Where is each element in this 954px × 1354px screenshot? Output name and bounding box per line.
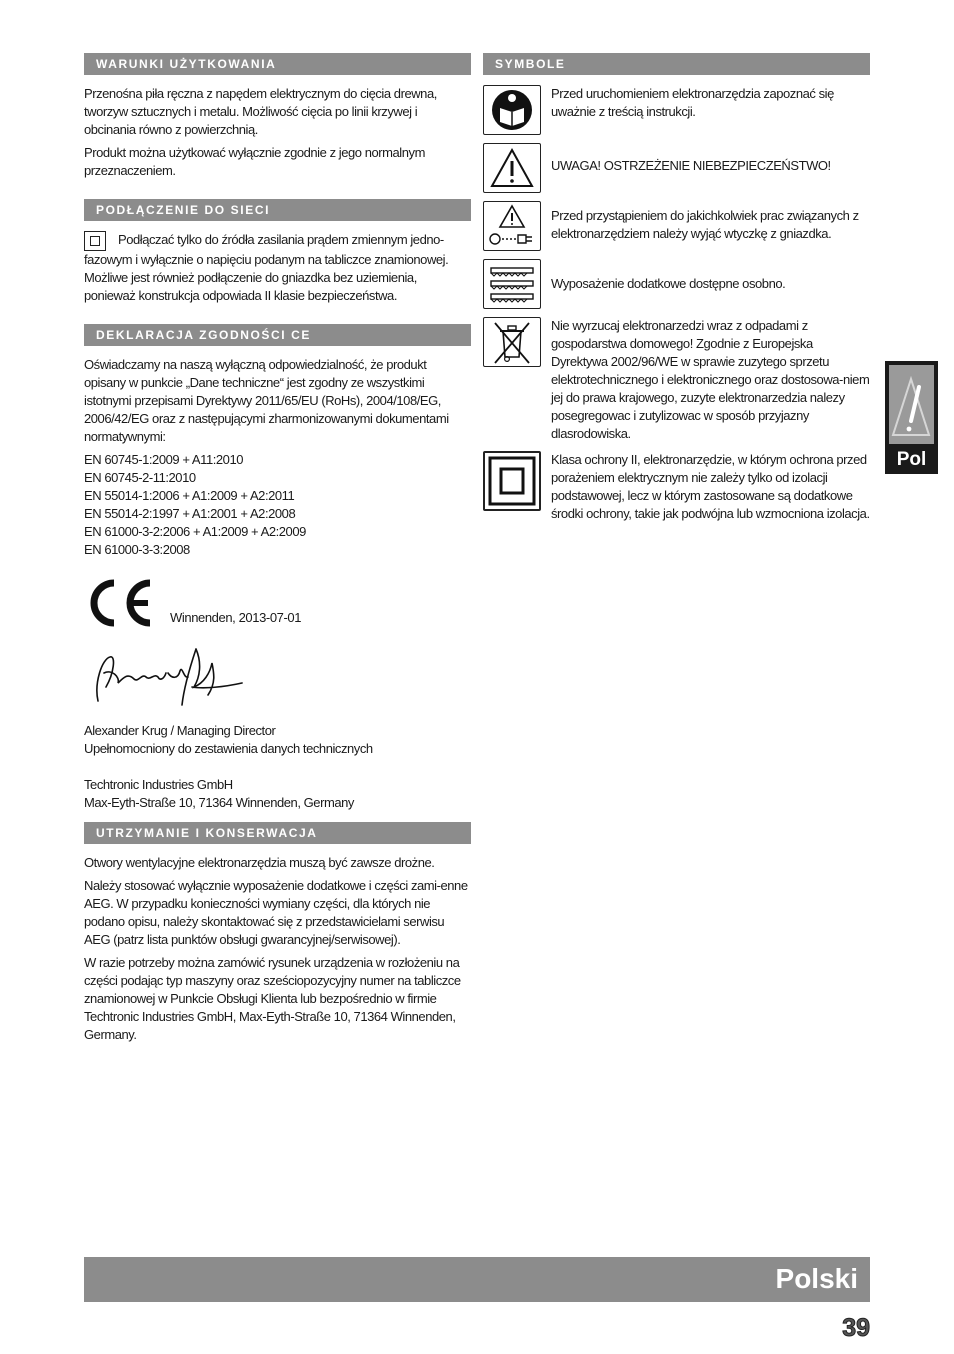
footer-language-bar: [84, 1257, 870, 1302]
standard-line: EN 60745-1:2009 + A11:2010: [84, 452, 244, 467]
signatory-name: Alexander Krug / Managing Director: [84, 723, 276, 738]
deklaracja-paragraph: Oświadczamy na naszą wyłączną odpowiedzialność, że produkt opisany w punkcie „Dane techniczne“ jest zgodny ze wszystkimi istotnymi przepisami Dyrektywy 2011/65/EU (RoHs), 2004/108/EG, 2006/42/EG oraz z następującymi zharmonizowanymi dokumentami normatywnymi:: [84, 357, 449, 444]
podlaczenie-paragraph: [84, 231, 471, 305]
section-heading-utrzymanie: UTRZYMANIE I KONSERWACJA: [84, 822, 471, 844]
ce-mark-icon: [84, 577, 156, 629]
page-number: 39: [842, 1314, 870, 1342]
language-tab-label: Pol: [896, 449, 927, 470]
symbol-description: Wyposażenie dodatkowe dostępne osobno.: [551, 276, 786, 291]
class-ii-small-icon: [84, 231, 106, 251]
warning-exclamation-icon: [889, 365, 934, 444]
utrzymanie-paragraph-1: Otwory wentylacyjne elektronarzędzia muszą być zawsze drożne.: [84, 855, 435, 870]
symbol-row: [483, 259, 870, 309]
symbol-row: [483, 85, 870, 135]
symbol-row: [483, 143, 870, 193]
warunki-paragraph-2: Produkt można użytkować wyłącznie zgodnie z jego normalnym przeznaczeniem.: [84, 145, 425, 178]
standard-line: EN 61000-3-3:2008: [84, 542, 190, 557]
read-manual-icon: [483, 85, 541, 135]
section-heading-symbole: SYMBOLE: [483, 53, 870, 75]
class-ii-icon: [483, 451, 541, 511]
standard-line: EN 55014-1:2006 + A1:2009 + A2:2011: [84, 488, 295, 503]
warunki-paragraph-1: Przenośna piła ręczna z napędem elektrycznym do cięcia drewna, tworzyw sztucznych i metalu. Możliwość cięcia po linii krzywej i obcinania równo z powierzchnią.: [84, 86, 437, 137]
footer-language: Polski: [775, 1263, 858, 1294]
section-heading-podlaczenie: PODŁĄCZENIE DO SIECI: [84, 199, 471, 221]
podlaczenie-text: Podłączać tylko do źródła zasilania prądem zmiennym jedno-fazowym i wyłącznie o napięciu podanym na tabliczce znamionowej. Możliwe jest również podłączenie do gniazdka bez uziemienia, ponieważ konstrukcja odpowiada II klasie bezpieczeństwa.: [84, 232, 449, 303]
section-heading-deklaracja: DEKLARACJA ZGODNOŚCI CE: [84, 324, 471, 346]
left-column: [84, 53, 471, 1049]
company-address: Max-Eyth-Straße 10, 71364 Winnenden, Germany: [84, 795, 354, 810]
standard-line: EN 61000-3-2:2006 + A1:2009 + A2:2009: [84, 524, 306, 539]
signatory-block: [84, 722, 471, 812]
symbol-description: Przed uruchomieniem elektronarzędzia zapoznać się uważnie z treścią instrukcji.: [551, 86, 834, 119]
symbol-row: [483, 451, 870, 523]
warning-triangle-icon: [483, 143, 541, 193]
crossed-bin-icon: [483, 317, 541, 367]
unplug-warning-icon: [483, 201, 541, 251]
ce-declaration-row: [84, 577, 471, 629]
symbol-row: [483, 317, 870, 443]
utrzymanie-paragraph-2: Należy stosować wyłącznie wyposażenie dodatkowe i części zami-enne AEG. W przypadku konieczności wymiany części, dla których nie podano opisu, należy skontaktować się z przedstawicielami serwisu AEG (patrz lista punktów obsługi gwarancyjnej/serwisowej).: [84, 878, 468, 947]
symbol-description: Klasa ochrony II, elektronarzędzie, w którym ochrona przed porażeniem elektrycznym nie zależy tylko od izolacji podstawowej, lecz w którym zastosowane są dodatkowe środki ochrony, takie jak podwójna lub wzmocniona izolacja.: [551, 452, 870, 521]
signature-image: [84, 643, 254, 713]
symbol-description: Nie wyrzucaj elektronarzedzi wraz z odpadami z gospodarstwa domowego! Zgodnie z Europejska Dyrektywa 2002/96/WE w sprawie zuzytego sprzetu elektrotechnicznego i elektronicznego oraz dostosowa-niem jej do prawa krajowego, zuzyte elektronarzedzia nalezy posegregowac i zutylizowac w sposób przyjazny dlasrodowiska.: [551, 318, 870, 441]
company-name: Techtronic Industries GmbH: [84, 777, 233, 792]
utrzymanie-paragraph-3: W razie potrzeby można zamówić rysunek urządzenia w rozłożeniu na części podając typ maszyny oraz sześciopozycyjny numer na tabliczce znamionowej w Punkcie Obsługi Klienta lub bezpośrednio w firmie Techtronic Industries GmbH, Max-Eyth-Straße 10, 71364 Winnenden, Germany.: [84, 955, 461, 1042]
right-column: [483, 53, 870, 531]
language-side-tab: [885, 361, 938, 474]
standard-line: EN 55014-2:1997 + A1:2001 + A2:2008: [84, 506, 296, 521]
symbol-description: UWAGA! OSTRZEŻENIE NIEBEZPIECZEŃSTWO!: [551, 158, 831, 173]
standard-line: EN 60745-2-11:2010: [84, 470, 196, 485]
section-heading-warunki: WARUNKI UŻYTKOWANIA: [84, 53, 471, 75]
saw-blades-icon: [483, 259, 541, 309]
standards-list: [84, 451, 471, 559]
symbol-row: [483, 201, 870, 251]
symbol-description: Przed przystąpieniem do jakichkolwiek prac związanych z elektronarzędziem należy wyjąć wtyczkę z gniazdka.: [551, 208, 859, 241]
place-date: Winnenden, 2013-07-01: [170, 610, 302, 625]
signatory-role: Upełnomocniony do zestawienia danych technicznych: [84, 741, 373, 756]
